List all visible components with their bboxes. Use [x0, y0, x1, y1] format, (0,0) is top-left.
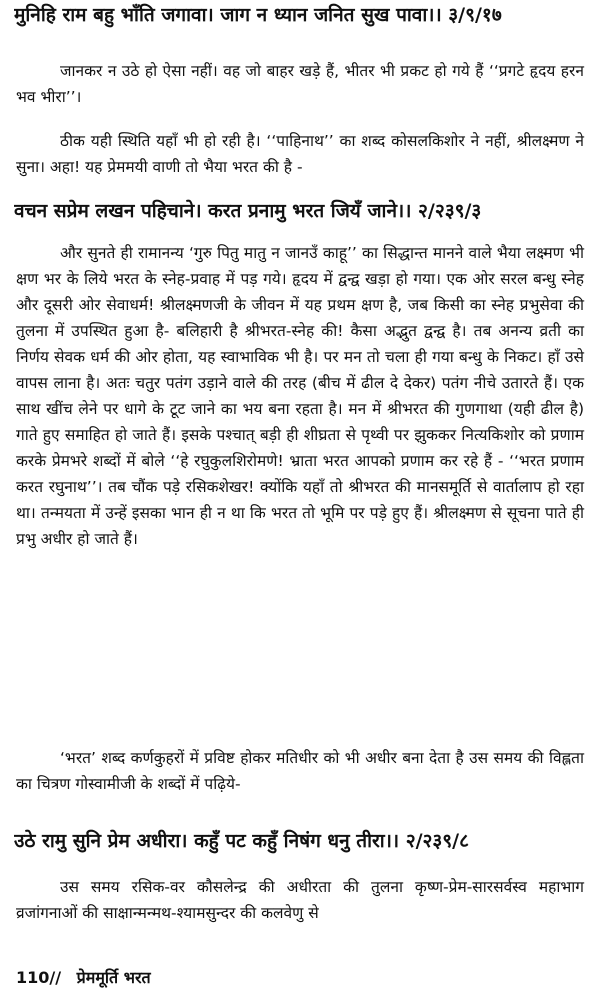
book-title: प्रेममूर्ति भरत: [76, 968, 151, 987]
page-number: 110//: [16, 968, 62, 987]
paragraph-3: और सुनते ही रामानन्य ‘गुरु पितु मातु न जानउँ काहू’’ का सिद्धान्त मानने वाले भैया लक्ष्मण भी क्षण भर के लिये भरत के स्नेह-प्रवाह में पड़ गये। हृदय में द्वन्द्व खड़ा हो गया। एक ओर सरल बन्धु स्नेह और दूसरी ओर सेवाधर्म! श्रीलक्ष्मणजी के जीवन में यह प्रथम क्षण है, जब किसी का स्नेह प्रभुसेवा की तुलना में उपस्थित हुआ है- बलिहारी है श्रीभरत-स्नेह की! कैसा अद्भुत द्वन्द्व है। तब अनन्य व्रती का निर्णय सेवक धर्म की ओर होता, यह स्वाभाविक भी है। पर मन तो चला ही गया बन्धु के निकट। हाँ उसे वापस लाना है। अतः चतुर पतंग उड़ाने वाले की तरह (बीच में ढील दे देकर) पतंग नीचे उतारते हैं। एक साथ खींच लेने पर धागे के टूट जाने का भय बना रहता है। मन में श्रीभरत की गुणगाथा (यही ढील है) गाते हुए समाहित हो जाते हैं। इसके पश्चात् बड़ी ही शीघ्रता से पृथ्वी पर झुककर नित्यकिशोर को प्रणाम करके प्रेमभरे शब्दों में बोले ‘‘हे रघुकुलशिरोमणे! भ्राता भरत आपको प्रणाम कर रहे हैं - ‘‘भरत प्रणाम करत रघुनाथ’’। तब चौंक पड़े रसिकशेखर! क्योंकि यहाँ तो श्रीभरत की मानसमूर्ति से वार्तालाप हो रहा था। तन्मयता में उन्हें इसका भान ही न था कि भरत तो भूमि पर पड़े हुए हैं। श्रीलक्ष्मण से सूचना पाते ही प्रभु अधीर हो जाते हैं।: [16, 244, 584, 548]
paragraph-1: जानकर न उठे हो ऐसा नहीं। वह जो बाहर खड़े हैं, भीतर भी प्रकट हो गये हैं ‘‘प्रगटे हृदय हरन भव भीरा’’।: [16, 62, 584, 106]
paragraph-5: उस समय रसिक-वर कौसलेन्द्र की अधीरता की तुलना कृष्ण-प्रेम-सारसर्वस्व महाभाग व्रजांगनाओं की साक्षान्मन्मथ-श्यामसुन्दर की कलवेणु से: [16, 878, 584, 922]
verse-line-1: मुनिहि राम बहु भाँति जगावा। जाग न ध्यान जनित सुख पावा।। ३/९/१७: [14, 4, 502, 26]
paragraph-4: ‘भरत’ शब्द कर्णकुहरों में प्रविष्ट होकर मतिधीर को भी अधीर बना देता है उस समय की विह्लता का चित्रण गोस्वामीजी के शब्दों में पढ़िये-: [16, 749, 584, 793]
verse-line-3: उठे रामु सुनि प्रेम अधीरा। कहुँ पट कहुँ निषंग धनु तीरा।। २/२३९/८: [14, 830, 469, 852]
paragraph-2: ठीक यही स्थिति यहाँ भी हो रही है। ‘‘पाहिनाथ’’ का शब्द कोसलकिशोर ने नहीं, श्रीलक्ष्मण ने सुना। अहा! यह प्रेममयी वाणी तो भैया भरत की है -: [16, 132, 584, 176]
verse-line-2: वचन सप्रेम लखन पहिचाने। करत प्रनामु भरत जियँ जाने।। २/२३९/३: [14, 200, 482, 222]
page-footer: [16, 966, 161, 990]
